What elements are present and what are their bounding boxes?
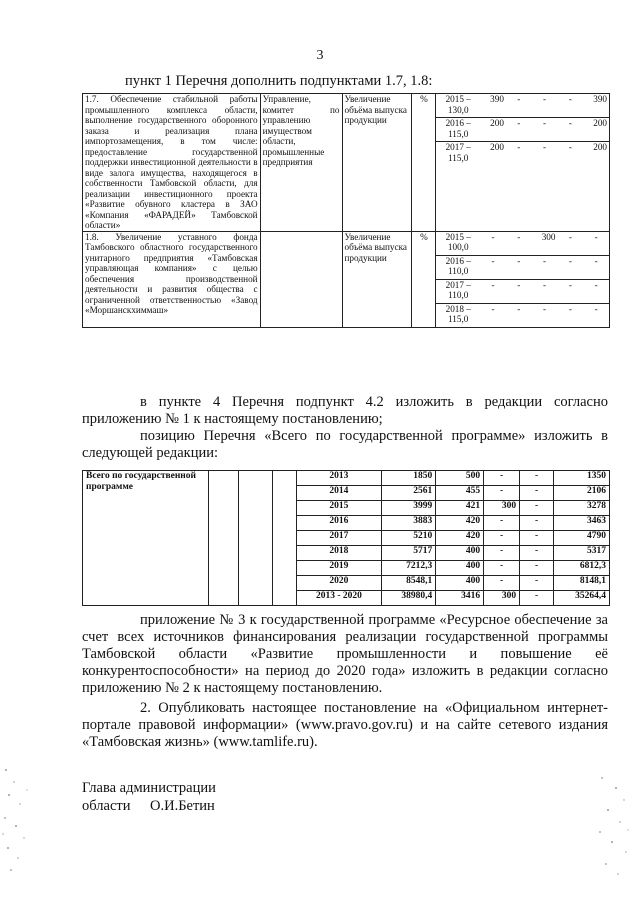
value-cell: - (557, 255, 583, 279)
value-cell: - (557, 279, 583, 303)
year-cell: 2017 – 115,0 (445, 142, 471, 163)
value-cell: 3999 (382, 501, 436, 516)
year-cell: 2015 – 100,0 (436, 232, 480, 256)
value-cell: - (520, 546, 554, 561)
value-cell: - (520, 561, 554, 576)
value-cell: - (532, 255, 558, 279)
value-cell: - (484, 576, 520, 591)
row-description: 1.8. Увеличение уставного фонда Тамбовского областного государственного унитарного предприятия «Тамбовская управляющая компания» с целью обеспечения производственной деятельности и развития общества с ограниченной ответственностью «Завод «Моршанскхиммаш» (83, 231, 261, 327)
page-number: 3 (316, 48, 324, 63)
value-cell: - (520, 471, 554, 486)
value-cell: 200 (593, 142, 607, 152)
value-cell: 8548,1 (382, 576, 436, 591)
year-cell: 2013 (296, 471, 382, 486)
table-row (83, 231, 610, 327)
row-unit: % (412, 231, 436, 327)
value-cell: 200 (490, 142, 504, 152)
value-cell: - (484, 546, 520, 561)
value-cell: - (480, 232, 506, 256)
year-cell: 2016 – 115,0 (436, 118, 480, 142)
value-cell: - (491, 303, 495, 314)
value-cell: 420 (436, 516, 484, 531)
paragraph-item4: в пункте 4 Перечня подпункт 4.2 изложить в редакции согласно приложению № 1 к настоящему постановлению; (82, 394, 608, 427)
value-cell: 400 (436, 576, 484, 591)
table-row (436, 94, 609, 118)
value-cell: - (506, 279, 532, 303)
year-cell: 2017 – 110,0 (436, 279, 480, 303)
year-cell: 2015 – 130,0 (436, 94, 480, 118)
value-cell: 420 (436, 531, 484, 546)
row-executor (260, 231, 342, 327)
value-cell: 455 (436, 486, 484, 501)
row-indicator: Увеличение объёма выпуска продукции (342, 94, 412, 232)
value-cell: - (583, 232, 609, 256)
value-cell: 2561 (382, 486, 436, 501)
value-cell: 300 (484, 501, 520, 516)
year-cell: 2014 (296, 486, 382, 501)
table-row (436, 303, 609, 327)
value-cell: - (568, 142, 572, 152)
value-cell: 5717 (382, 546, 436, 561)
value-cell: 3883 (382, 516, 436, 531)
value-cell: 7212,3 (382, 561, 436, 576)
value-cell: - (543, 303, 547, 314)
year-values (436, 94, 609, 168)
value-cell: - (506, 255, 532, 279)
table-row (83, 471, 610, 486)
value-cell: - (568, 303, 572, 314)
table-row (436, 118, 609, 142)
row-unit: % (412, 94, 436, 232)
value-cell: - (517, 303, 521, 314)
year-cell: 2019 (296, 561, 382, 576)
value-cell: - (484, 531, 520, 546)
value-cell: - (506, 118, 532, 142)
value-cell: - (557, 232, 583, 256)
subitems-table (82, 93, 610, 328)
value-cell: - (532, 94, 558, 118)
table-row (436, 142, 609, 169)
table-row (436, 279, 609, 303)
scan-noise-left (0, 760, 38, 880)
year-cell: 2018 – 115,0 (445, 303, 471, 324)
year-cell: 2020 (296, 576, 382, 591)
row-indicator: Увеличение объёма выпуска продукции (342, 231, 412, 327)
value-cell: - (583, 255, 609, 279)
value-cell: - (484, 561, 520, 576)
value-cell: 300 (484, 591, 520, 606)
year-cell: 2017 (296, 531, 382, 546)
value-cell: 2106 (553, 486, 609, 501)
value-cell: 4790 (553, 531, 609, 546)
value-cell: 421 (436, 501, 484, 516)
value-cell: 500 (436, 471, 484, 486)
value-cell: - (480, 279, 506, 303)
value-cell: - (520, 531, 554, 546)
value-cell: - (520, 516, 554, 531)
value-cell: 1850 (382, 471, 436, 486)
table-row (436, 232, 609, 256)
scan-noise-right (592, 770, 632, 880)
value-cell: 5317 (553, 546, 609, 561)
signature-title-line1: Глава администрации (82, 780, 216, 796)
value-cell: 390 (583, 94, 609, 118)
value-cell: - (594, 303, 598, 314)
table-row (436, 255, 609, 279)
value-cell: - (557, 118, 583, 142)
value-cell: - (520, 501, 554, 516)
value-cell: - (532, 118, 558, 142)
paragraph-publish: 2. Опубликовать настоящее постановление на «Официальном интернет-портале правовой информации» (www.pravo.gov.ru) и на сайте сетевого издания «Тамбовская жизнь» (www.tamlife.ru). (82, 700, 608, 750)
total-label: Всего по государственной программе (83, 471, 209, 606)
value-cell: 3278 (553, 501, 609, 516)
value-cell: 1350 (553, 471, 609, 486)
total-table (82, 470, 610, 606)
value-cell: - (480, 255, 506, 279)
value-cell: - (557, 94, 583, 118)
table-row (83, 94, 610, 232)
value-cell: 200 (583, 118, 609, 142)
year-values (436, 232, 609, 327)
signature-name: О.И.Бетин (150, 798, 215, 814)
paragraph-total: позицию Перечня «Всего по государственной программе» изложить в следующей редакции: (82, 428, 608, 461)
value-cell: - (484, 516, 520, 531)
year-cell: 2013 - 2020 (296, 591, 382, 606)
value-cell: 300 (532, 232, 558, 256)
value-cell: - (506, 94, 532, 118)
value-cell: - (520, 591, 554, 606)
value-cell: 5210 (382, 531, 436, 546)
value-cell: 8148,1 (553, 576, 609, 591)
year-cell: 2015 (296, 501, 382, 516)
year-cell: 2016 – 110,0 (436, 255, 480, 279)
year-cell: 2016 (296, 516, 382, 531)
value-cell: - (520, 576, 554, 591)
value-cell: - (542, 142, 547, 152)
value-cell: 400 (436, 561, 484, 576)
value-cell: 6812,3 (553, 561, 609, 576)
value-cell: 390 (480, 94, 506, 118)
value-cell: - (484, 471, 520, 486)
value-cell: - (583, 279, 609, 303)
value-cell: - (520, 486, 554, 501)
value-cell: - (506, 232, 532, 256)
value-cell: - (484, 486, 520, 501)
value-cell: 200 (480, 118, 506, 142)
row-description: 1.7. Обеспечение стабильной работы промышленного комплекса области, выполнение государственного оборонного заказа и реализация плана импортозамещения, в том числе: предоставление государственной поддержки инвестиционной деятельности в виде залога имущества, находящегося в собственности Тамбовской области, для реализации инвестиционного проекта «Развитие обувного кластера в ЗАО «Компания «ФАРАДЕЙ» Тамбовской области» (83, 94, 261, 232)
signature-title-line2: области (82, 798, 131, 814)
value-cell: 38980,4 (382, 591, 436, 606)
value-cell: - (517, 142, 521, 152)
row-executor: Управление, комитет по управлению имуществом области, промышленные предприятия (260, 94, 342, 232)
value-cell: 3463 (553, 516, 609, 531)
value-cell: - (532, 279, 558, 303)
paragraph-appendix3: приложение № 3 к государственной программе «Ресурсное обеспечение за счет всех источников финансирования реализации государственной программы Тамбовской области «Развитие промышленности и повышение её конкурентоспособности» на период до 2020 года» изложить в редакции согласно приложению № 2 к настоящему постановлению. (82, 612, 608, 696)
value-cell: 35264,4 (553, 591, 609, 606)
intro-text: пункт 1 Перечня дополнить подпунктами 1.7, 1.8: (125, 73, 433, 89)
value-cell: 400 (436, 546, 484, 561)
year-cell: 2018 (296, 546, 382, 561)
value-cell: 3416 (436, 591, 484, 606)
